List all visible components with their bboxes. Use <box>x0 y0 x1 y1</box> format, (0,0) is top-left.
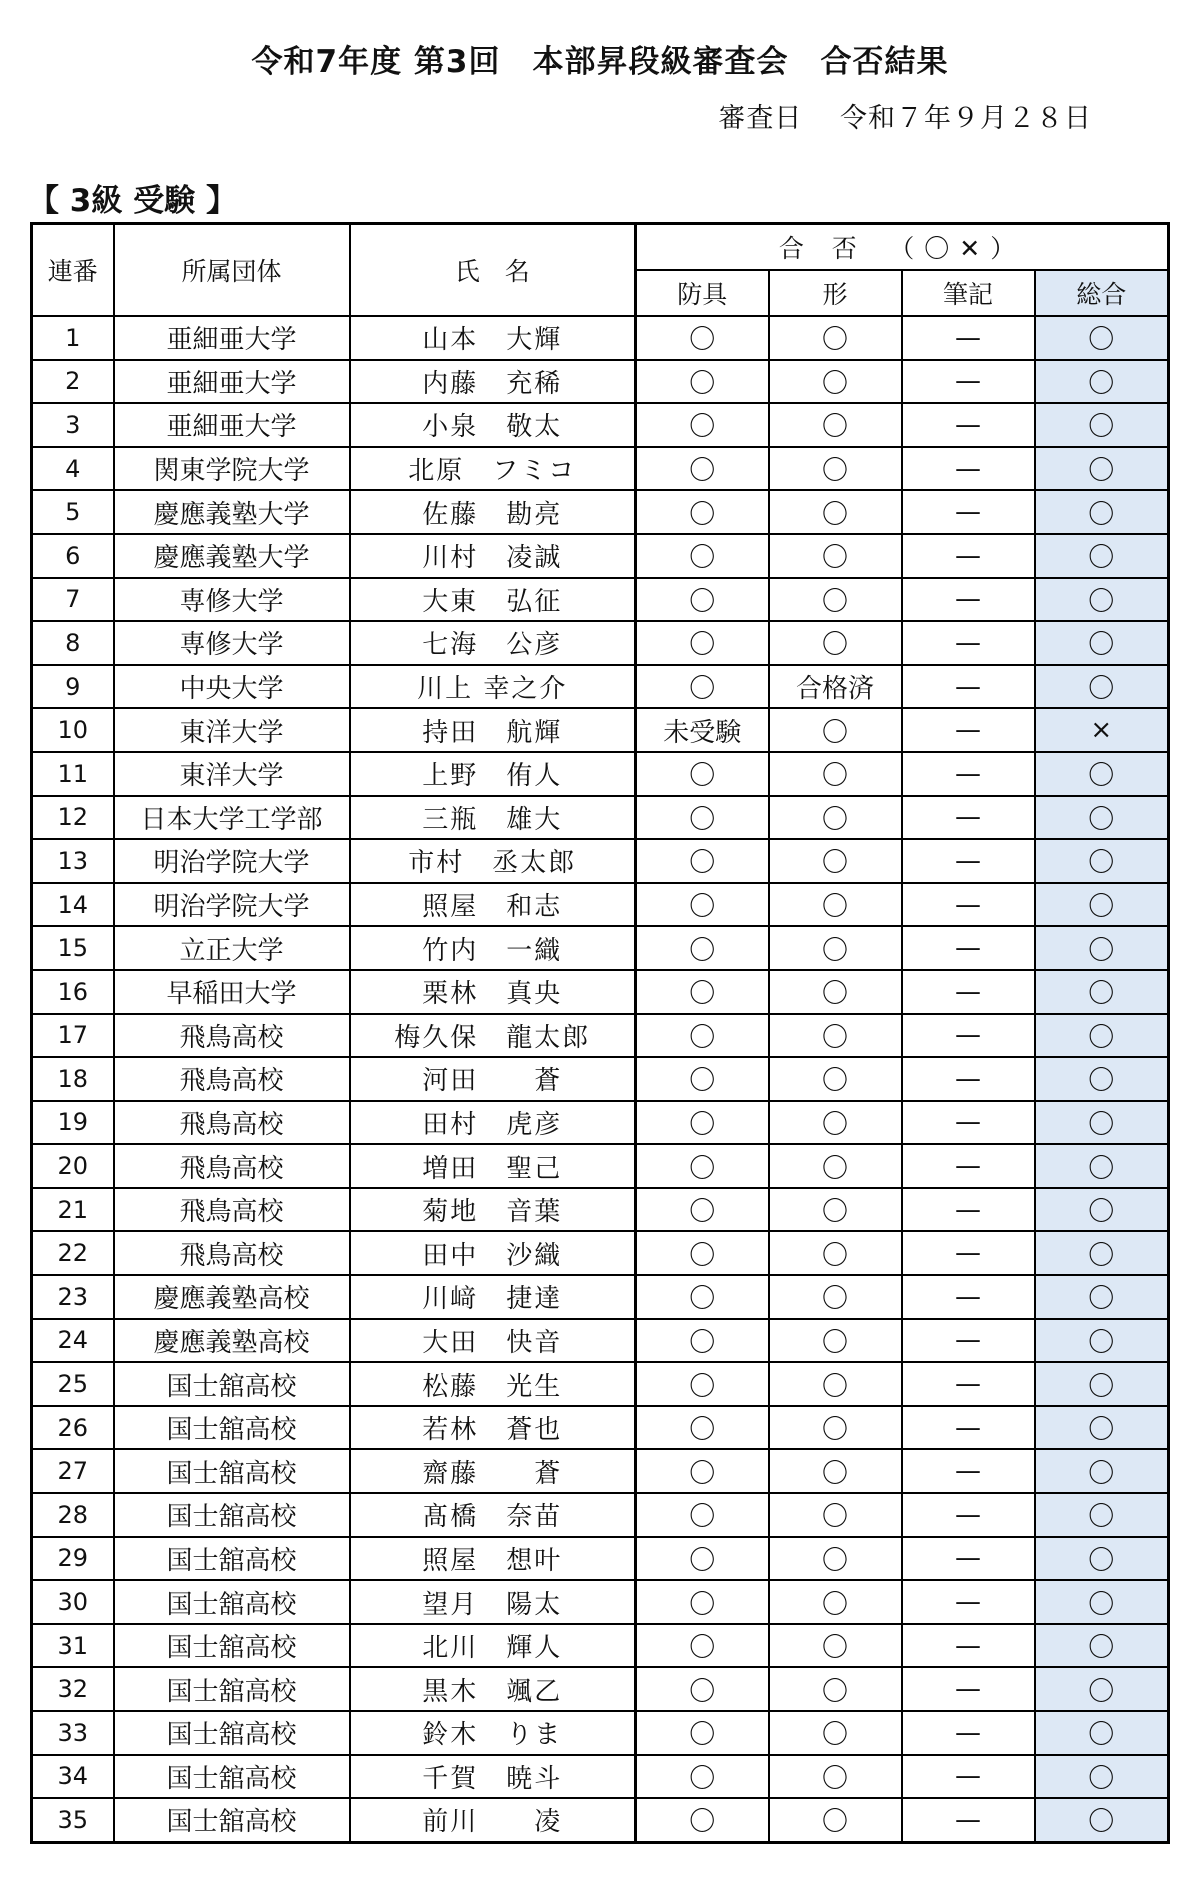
row-affiliation: 慶應義塾高校 <box>114 1275 350 1319</box>
row-overall-result: 〇 <box>1035 578 1169 622</box>
row-armor-result: 〇 <box>636 1667 769 1711</box>
exam-date: 審査日 令和７年９月２８日 <box>718 103 1092 134</box>
table-row <box>32 621 1169 665</box>
row-armor-result: 〇 <box>636 621 769 665</box>
row-number: 15 <box>32 926 114 970</box>
row-overall-result: 〇 <box>1035 665 1169 709</box>
row-written-result: — <box>902 796 1035 840</box>
table-row <box>32 1319 1169 1363</box>
row-written-result: — <box>902 1493 1035 1537</box>
row-written-result: — <box>902 926 1035 970</box>
row-number: 10 <box>32 708 114 752</box>
row-name: 鈴木 りま <box>350 1711 636 1755</box>
row-written-result: — <box>902 1057 1035 1101</box>
row-overall-result: 〇 <box>1035 1755 1169 1799</box>
row-name: 川﨑 捷達 <box>350 1275 636 1319</box>
row-overall-result: 〇 <box>1035 839 1169 883</box>
row-overall-result: 〇 <box>1035 970 1169 1014</box>
header-result-group: 合 否 （〇✕） <box>636 224 1169 271</box>
row-armor-result: 未受験 <box>636 708 769 752</box>
row-kata-result: 〇 <box>769 1449 902 1493</box>
row-kata-result: 〇 <box>769 1231 902 1275</box>
row-number: 23 <box>32 1275 114 1319</box>
table-row <box>32 752 1169 796</box>
row-armor-result: 〇 <box>636 1493 769 1537</box>
table-body <box>32 316 1169 1842</box>
row-name: 梅久保 龍太郎 <box>350 1014 636 1058</box>
row-overall-result: 〇 <box>1035 796 1169 840</box>
row-armor-result: 〇 <box>636 1449 769 1493</box>
row-number: 29 <box>32 1537 114 1581</box>
row-number: 19 <box>32 1101 114 1145</box>
row-kata-result: 〇 <box>769 1537 902 1581</box>
header-no: 連番 <box>32 224 114 317</box>
row-armor-result: 〇 <box>636 1144 769 1188</box>
row-written-result: — <box>902 1188 1035 1232</box>
row-written-result: — <box>902 1275 1035 1319</box>
row-armor-result: 〇 <box>636 403 769 447</box>
row-armor-result: 〇 <box>636 578 769 622</box>
row-armor-result: 〇 <box>636 1231 769 1275</box>
row-name: 田村 虎彦 <box>350 1101 636 1145</box>
row-overall-result: × <box>1035 708 1169 752</box>
row-written-result: — <box>902 1624 1035 1668</box>
row-name: 松藤 光生 <box>350 1362 636 1406</box>
row-affiliation: 飛鳥高校 <box>114 1101 350 1145</box>
row-kata-result: 〇 <box>769 970 902 1014</box>
row-number: 9 <box>32 665 114 709</box>
row-name: 七海 公彦 <box>350 621 636 665</box>
row-kata-result: 〇 <box>769 883 902 927</box>
row-name: 大田 快音 <box>350 1319 636 1363</box>
row-name: 三瓶 雄大 <box>350 796 636 840</box>
row-affiliation: 国士舘高校 <box>114 1798 350 1842</box>
row-kata-result: 合格済 <box>769 665 902 709</box>
table-row <box>32 1188 1169 1232</box>
row-armor-result: 〇 <box>636 1798 769 1842</box>
row-written-result: — <box>902 1449 1035 1493</box>
row-overall-result: 〇 <box>1035 447 1169 491</box>
row-armor-result: 〇 <box>636 490 769 534</box>
row-kata-result: 〇 <box>769 1101 902 1145</box>
row-overall-result: 〇 <box>1035 490 1169 534</box>
row-overall-result: 〇 <box>1035 1798 1169 1842</box>
row-number: 18 <box>32 1057 114 1101</box>
row-name: 照屋 想叶 <box>350 1537 636 1581</box>
row-overall-result: 〇 <box>1035 621 1169 665</box>
row-affiliation: 慶應義塾高校 <box>114 1319 350 1363</box>
row-number: 30 <box>32 1580 114 1624</box>
row-name: 上野 侑人 <box>350 752 636 796</box>
row-written-result: — <box>902 970 1035 1014</box>
row-overall-result: 〇 <box>1035 1057 1169 1101</box>
row-written-result: — <box>902 839 1035 883</box>
row-overall-result: 〇 <box>1035 1537 1169 1581</box>
row-armor-result: 〇 <box>636 360 769 404</box>
row-written-result: — <box>902 403 1035 447</box>
row-kata-result: 〇 <box>769 1057 902 1101</box>
row-name: 市村 丞太郎 <box>350 839 636 883</box>
row-armor-result: 〇 <box>636 1275 769 1319</box>
row-affiliation: 専修大学 <box>114 621 350 665</box>
table-row <box>32 534 1169 578</box>
row-number: 17 <box>32 1014 114 1058</box>
table-row <box>32 1493 1169 1537</box>
row-affiliation: 専修大学 <box>114 578 350 622</box>
row-kata-result: 〇 <box>769 621 902 665</box>
row-name: 河田 蒼 <box>350 1057 636 1101</box>
results-table <box>30 222 1170 1844</box>
row-affiliation: 国士舘高校 <box>114 1493 350 1537</box>
row-name: 川上 幸之介 <box>350 665 636 709</box>
row-kata-result: 〇 <box>769 839 902 883</box>
row-kata-result: 〇 <box>769 1493 902 1537</box>
table-header <box>32 224 1169 317</box>
row-armor-result: 〇 <box>636 1537 769 1581</box>
table-row <box>32 1144 1169 1188</box>
row-name: 栗林 真央 <box>350 970 636 1014</box>
row-written-result: — <box>902 1798 1035 1842</box>
table-row <box>32 1755 1169 1799</box>
row-written-result: — <box>902 752 1035 796</box>
row-kata-result: 〇 <box>769 1755 902 1799</box>
row-number: 7 <box>32 578 114 622</box>
row-name: 菊地 音葉 <box>350 1188 636 1232</box>
row-kata-result: 〇 <box>769 1144 902 1188</box>
row-affiliation: 慶應義塾大学 <box>114 534 350 578</box>
row-number: 35 <box>32 1798 114 1842</box>
row-name: 髙橋 奈苗 <box>350 1493 636 1537</box>
table-row <box>32 403 1169 447</box>
row-overall-result: 〇 <box>1035 752 1169 796</box>
row-affiliation: 亜細亜大学 <box>114 360 350 404</box>
row-affiliation: 日本大学工学部 <box>114 796 350 840</box>
table-row <box>32 1580 1169 1624</box>
row-name: 大東 弘征 <box>350 578 636 622</box>
row-kata-result: 〇 <box>769 1798 902 1842</box>
row-affiliation: 国士舘高校 <box>114 1624 350 1668</box>
row-written-result: — <box>902 1537 1035 1581</box>
row-affiliation: 早稲田大学 <box>114 970 350 1014</box>
row-affiliation: 飛鳥高校 <box>114 1057 350 1101</box>
row-kata-result: 〇 <box>769 578 902 622</box>
row-armor-result: 〇 <box>636 752 769 796</box>
row-affiliation: 飛鳥高校 <box>114 1144 350 1188</box>
table-row <box>32 796 1169 840</box>
row-name: 齋藤 蒼 <box>350 1449 636 1493</box>
row-affiliation: 慶應義塾大学 <box>114 490 350 534</box>
row-number: 21 <box>32 1188 114 1232</box>
table-row <box>32 447 1169 491</box>
row-affiliation: 国士舘高校 <box>114 1449 350 1493</box>
table-row <box>32 1231 1169 1275</box>
row-written-result: — <box>902 1144 1035 1188</box>
row-written-result: — <box>902 447 1035 491</box>
row-kata-result: 〇 <box>769 926 902 970</box>
row-number: 31 <box>32 1624 114 1668</box>
table-row <box>32 1449 1169 1493</box>
row-affiliation: 東洋大学 <box>114 752 350 796</box>
row-overall-result: 〇 <box>1035 883 1169 927</box>
row-armor-result: 〇 <box>636 316 769 360</box>
row-name: 川村 凌誠 <box>350 534 636 578</box>
row-number: 14 <box>32 883 114 927</box>
table-row <box>32 1057 1169 1101</box>
row-overall-result: 〇 <box>1035 1101 1169 1145</box>
row-number: 32 <box>32 1667 114 1711</box>
row-name: 黒木 颯乙 <box>350 1667 636 1711</box>
row-number: 20 <box>32 1144 114 1188</box>
row-number: 16 <box>32 970 114 1014</box>
table-row <box>32 883 1169 927</box>
row-written-result: — <box>902 1667 1035 1711</box>
row-written-result: — <box>902 360 1035 404</box>
row-affiliation: 関東学院大学 <box>114 447 350 491</box>
row-overall-result: 〇 <box>1035 1144 1169 1188</box>
row-kata-result: 〇 <box>769 708 902 752</box>
table-row <box>32 1798 1169 1842</box>
row-overall-result: 〇 <box>1035 1449 1169 1493</box>
row-armor-result: 〇 <box>636 1711 769 1755</box>
row-number: 25 <box>32 1362 114 1406</box>
row-name: 山本 大輝 <box>350 316 636 360</box>
row-armor-result: 〇 <box>636 796 769 840</box>
row-affiliation: 亜細亜大学 <box>114 316 350 360</box>
table-row <box>32 360 1169 404</box>
row-number: 34 <box>32 1755 114 1799</box>
row-kata-result: 〇 <box>769 1580 902 1624</box>
row-kata-result: 〇 <box>769 1667 902 1711</box>
row-number: 13 <box>32 839 114 883</box>
row-overall-result: 〇 <box>1035 316 1169 360</box>
row-kata-result: 〇 <box>769 1188 902 1232</box>
row-affiliation: 国士舘高校 <box>114 1667 350 1711</box>
row-affiliation: 飛鳥高校 <box>114 1231 350 1275</box>
row-written-result: — <box>902 1580 1035 1624</box>
row-number: 8 <box>32 621 114 665</box>
row-affiliation: 明治学院大学 <box>114 839 350 883</box>
row-affiliation: 東洋大学 <box>114 708 350 752</box>
row-number: 2 <box>32 360 114 404</box>
row-overall-result: 〇 <box>1035 1319 1169 1363</box>
row-armor-result: 〇 <box>636 665 769 709</box>
table-row <box>32 708 1169 752</box>
table-row <box>32 316 1169 360</box>
row-overall-result: 〇 <box>1035 1275 1169 1319</box>
row-written-result: — <box>902 316 1035 360</box>
row-overall-result: 〇 <box>1035 1406 1169 1450</box>
row-armor-result: 〇 <box>636 534 769 578</box>
row-name: 佐藤 勘亮 <box>350 490 636 534</box>
row-written-result: — <box>902 1319 1035 1363</box>
row-name: 前川 凌 <box>350 1798 636 1842</box>
row-kata-result: 〇 <box>769 1406 902 1450</box>
table-row <box>32 1014 1169 1058</box>
row-number: 28 <box>32 1493 114 1537</box>
row-name: 北川 輝人 <box>350 1624 636 1668</box>
row-number: 5 <box>32 490 114 534</box>
row-overall-result: 〇 <box>1035 360 1169 404</box>
table-row <box>32 1101 1169 1145</box>
row-overall-result: 〇 <box>1035 403 1169 447</box>
row-affiliation: 中央大学 <box>114 665 350 709</box>
table-row <box>32 578 1169 622</box>
table-row <box>32 1624 1169 1668</box>
row-name: 内藤 充稀 <box>350 360 636 404</box>
table-row <box>32 1275 1169 1319</box>
row-number: 3 <box>32 403 114 447</box>
header-overall: 総合 <box>1035 270 1169 316</box>
row-armor-result: 〇 <box>636 883 769 927</box>
row-kata-result: 〇 <box>769 1711 902 1755</box>
table-row <box>32 1667 1169 1711</box>
row-affiliation: 国士舘高校 <box>114 1537 350 1581</box>
table-row <box>32 665 1169 709</box>
row-armor-result: 〇 <box>636 1057 769 1101</box>
row-overall-result: 〇 <box>1035 534 1169 578</box>
row-kata-result: 〇 <box>769 1275 902 1319</box>
row-affiliation: 飛鳥高校 <box>114 1014 350 1058</box>
row-armor-result: 〇 <box>636 839 769 883</box>
row-overall-result: 〇 <box>1035 1014 1169 1058</box>
row-affiliation: 国士舘高校 <box>114 1406 350 1450</box>
row-written-result: — <box>902 1014 1035 1058</box>
row-armor-result: 〇 <box>636 1580 769 1624</box>
row-number: 26 <box>32 1406 114 1450</box>
row-number: 33 <box>32 1711 114 1755</box>
row-kata-result: 〇 <box>769 796 902 840</box>
header-affiliation: 所属団体 <box>114 224 350 317</box>
row-written-result: — <box>902 578 1035 622</box>
row-armor-result: 〇 <box>636 926 769 970</box>
table-row <box>32 1362 1169 1406</box>
row-name: 田中 沙織 <box>350 1231 636 1275</box>
table-row <box>32 1406 1169 1450</box>
row-kata-result: 〇 <box>769 490 902 534</box>
row-written-result: — <box>902 621 1035 665</box>
row-overall-result: 〇 <box>1035 1711 1169 1755</box>
row-written-result: — <box>902 1755 1035 1799</box>
row-armor-result: 〇 <box>636 1014 769 1058</box>
row-overall-result: 〇 <box>1035 926 1169 970</box>
row-kata-result: 〇 <box>769 316 902 360</box>
row-kata-result: 〇 <box>769 403 902 447</box>
row-number: 27 <box>32 1449 114 1493</box>
section-heading: 【 3級 受験 】 <box>28 183 237 219</box>
row-written-result: — <box>902 883 1035 927</box>
row-written-result: — <box>902 1101 1035 1145</box>
page-title: 令和7年度 第3回 本部昇段級審査会 合否結果 <box>251 44 949 80</box>
row-name: 増田 聖己 <box>350 1144 636 1188</box>
row-overall-result: 〇 <box>1035 1667 1169 1711</box>
row-number: 24 <box>32 1319 114 1363</box>
row-name: 照屋 和志 <box>350 883 636 927</box>
row-number: 6 <box>32 534 114 578</box>
row-overall-result: 〇 <box>1035 1188 1169 1232</box>
row-overall-result: 〇 <box>1035 1624 1169 1668</box>
row-name: 竹内 一織 <box>350 926 636 970</box>
row-overall-result: 〇 <box>1035 1493 1169 1537</box>
row-written-result: — <box>902 1362 1035 1406</box>
header-kata: 形 <box>769 270 902 316</box>
table-row <box>32 970 1169 1014</box>
row-overall-result: 〇 <box>1035 1362 1169 1406</box>
table-row <box>32 926 1169 970</box>
row-written-result: — <box>902 1231 1035 1275</box>
header-armor: 防具 <box>636 270 769 316</box>
row-kata-result: 〇 <box>769 752 902 796</box>
row-name: 北原 フミコ <box>350 447 636 491</box>
row-written-result: — <box>902 534 1035 578</box>
row-armor-result: 〇 <box>636 1101 769 1145</box>
row-armor-result: 〇 <box>636 1624 769 1668</box>
header-written: 筆記 <box>902 270 1035 316</box>
row-number: 11 <box>32 752 114 796</box>
row-armor-result: 〇 <box>636 970 769 1014</box>
header-name: 氏 名 <box>350 224 636 317</box>
row-armor-result: 〇 <box>636 1362 769 1406</box>
row-name: 持田 航輝 <box>350 708 636 752</box>
row-name: 望月 陽太 <box>350 1580 636 1624</box>
row-written-result: — <box>902 1406 1035 1450</box>
row-affiliation: 亜細亜大学 <box>114 403 350 447</box>
table-row <box>32 490 1169 534</box>
row-kata-result: 〇 <box>769 447 902 491</box>
row-name: 千賀 暁斗 <box>350 1755 636 1799</box>
row-affiliation: 明治学院大学 <box>114 883 350 927</box>
row-name: 小泉 敬太 <box>350 403 636 447</box>
row-written-result: — <box>902 665 1035 709</box>
row-number: 4 <box>32 447 114 491</box>
row-kata-result: 〇 <box>769 1624 902 1668</box>
table-row <box>32 1537 1169 1581</box>
row-kata-result: 〇 <box>769 534 902 578</box>
row-armor-result: 〇 <box>636 1319 769 1363</box>
row-overall-result: 〇 <box>1035 1580 1169 1624</box>
row-kata-result: 〇 <box>769 360 902 404</box>
row-kata-result: 〇 <box>769 1014 902 1058</box>
row-written-result: — <box>902 490 1035 534</box>
row-affiliation: 国士舘高校 <box>114 1362 350 1406</box>
table-row <box>32 839 1169 883</box>
row-kata-result: 〇 <box>769 1319 902 1363</box>
row-name: 若林 蒼也 <box>350 1406 636 1450</box>
row-armor-result: 〇 <box>636 1188 769 1232</box>
row-armor-result: 〇 <box>636 1755 769 1799</box>
row-overall-result: 〇 <box>1035 1231 1169 1275</box>
row-number: 22 <box>32 1231 114 1275</box>
table-row <box>32 1711 1169 1755</box>
row-affiliation: 立正大学 <box>114 926 350 970</box>
row-affiliation: 国士舘高校 <box>114 1711 350 1755</box>
row-written-result: — <box>902 1711 1035 1755</box>
row-number: 1 <box>32 316 114 360</box>
row-armor-result: 〇 <box>636 447 769 491</box>
row-number: 12 <box>32 796 114 840</box>
row-written-result: — <box>902 708 1035 752</box>
row-kata-result: 〇 <box>769 1362 902 1406</box>
row-affiliation: 国士舘高校 <box>114 1755 350 1799</box>
row-affiliation: 飛鳥高校 <box>114 1188 350 1232</box>
row-armor-result: 〇 <box>636 1406 769 1450</box>
row-affiliation: 国士舘高校 <box>114 1580 350 1624</box>
